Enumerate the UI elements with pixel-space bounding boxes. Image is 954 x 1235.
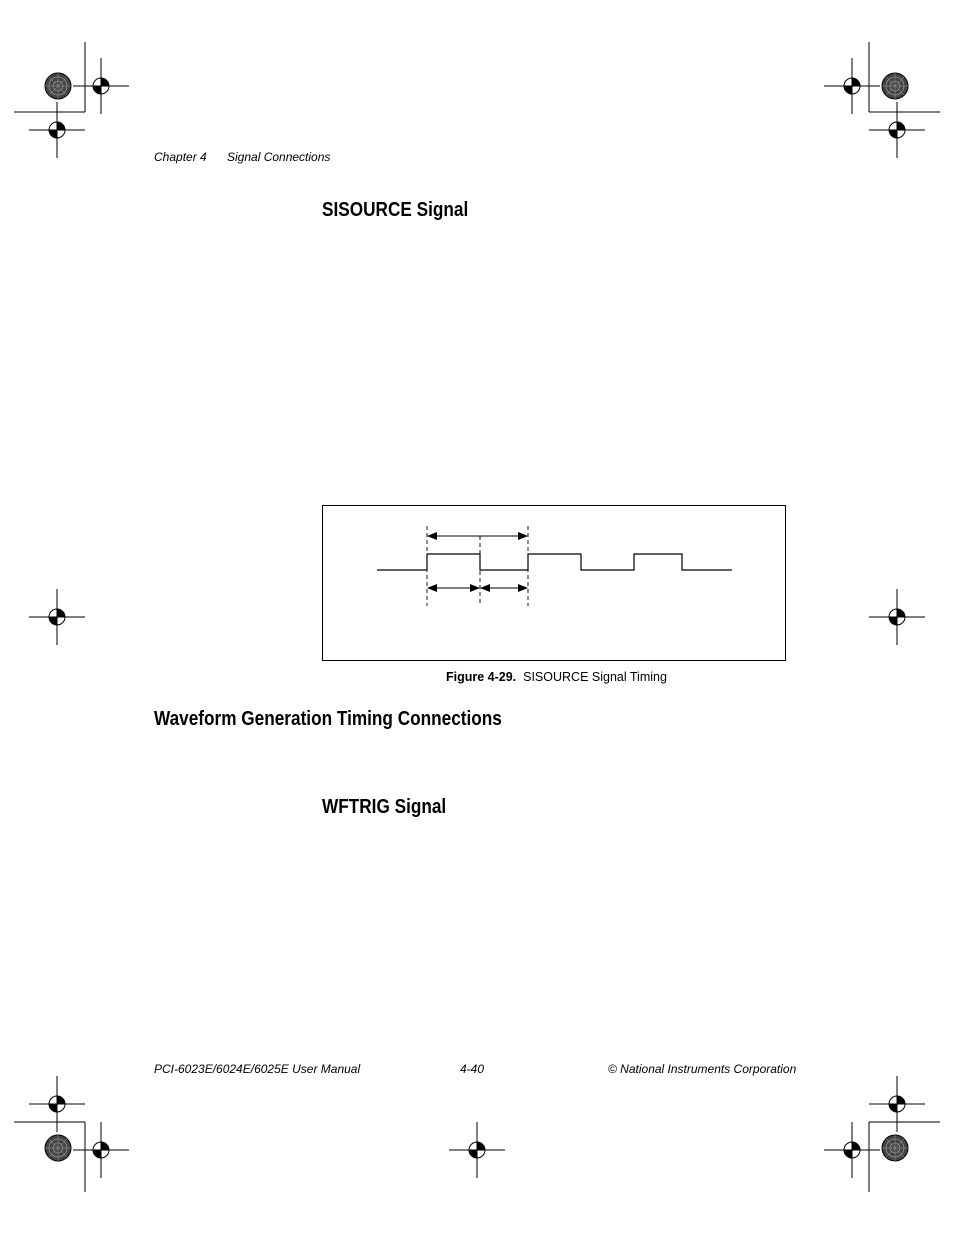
- footer-manual-title: PCI-6023E/6024E/6025E User Manual: [154, 1062, 361, 1076]
- sisource-waveform: [377, 554, 732, 570]
- figure-caption: [446, 670, 667, 684]
- sisource-timing-diagram: [323, 506, 785, 660]
- figure-sisource-timing: [322, 505, 786, 661]
- figure-caption-title: SISOURCE Signal Timing: [523, 670, 667, 684]
- footer-copyright: © National Instruments Corporation: [608, 1062, 797, 1076]
- heading-wftrig-signal: WFTRIG Signal: [322, 796, 447, 818]
- heading-sisource-signal: SISOURCE Signal: [322, 199, 469, 221]
- running-header-section: Signal Connections: [227, 150, 331, 164]
- figure-caption-label: Figure 4-29.: [446, 670, 517, 684]
- running-header-chapter: Chapter 4: [154, 150, 207, 164]
- heading-waveform-generation: Waveform Generation Timing Connections: [154, 708, 502, 730]
- footer-page-number: 4-40: [460, 1062, 485, 1076]
